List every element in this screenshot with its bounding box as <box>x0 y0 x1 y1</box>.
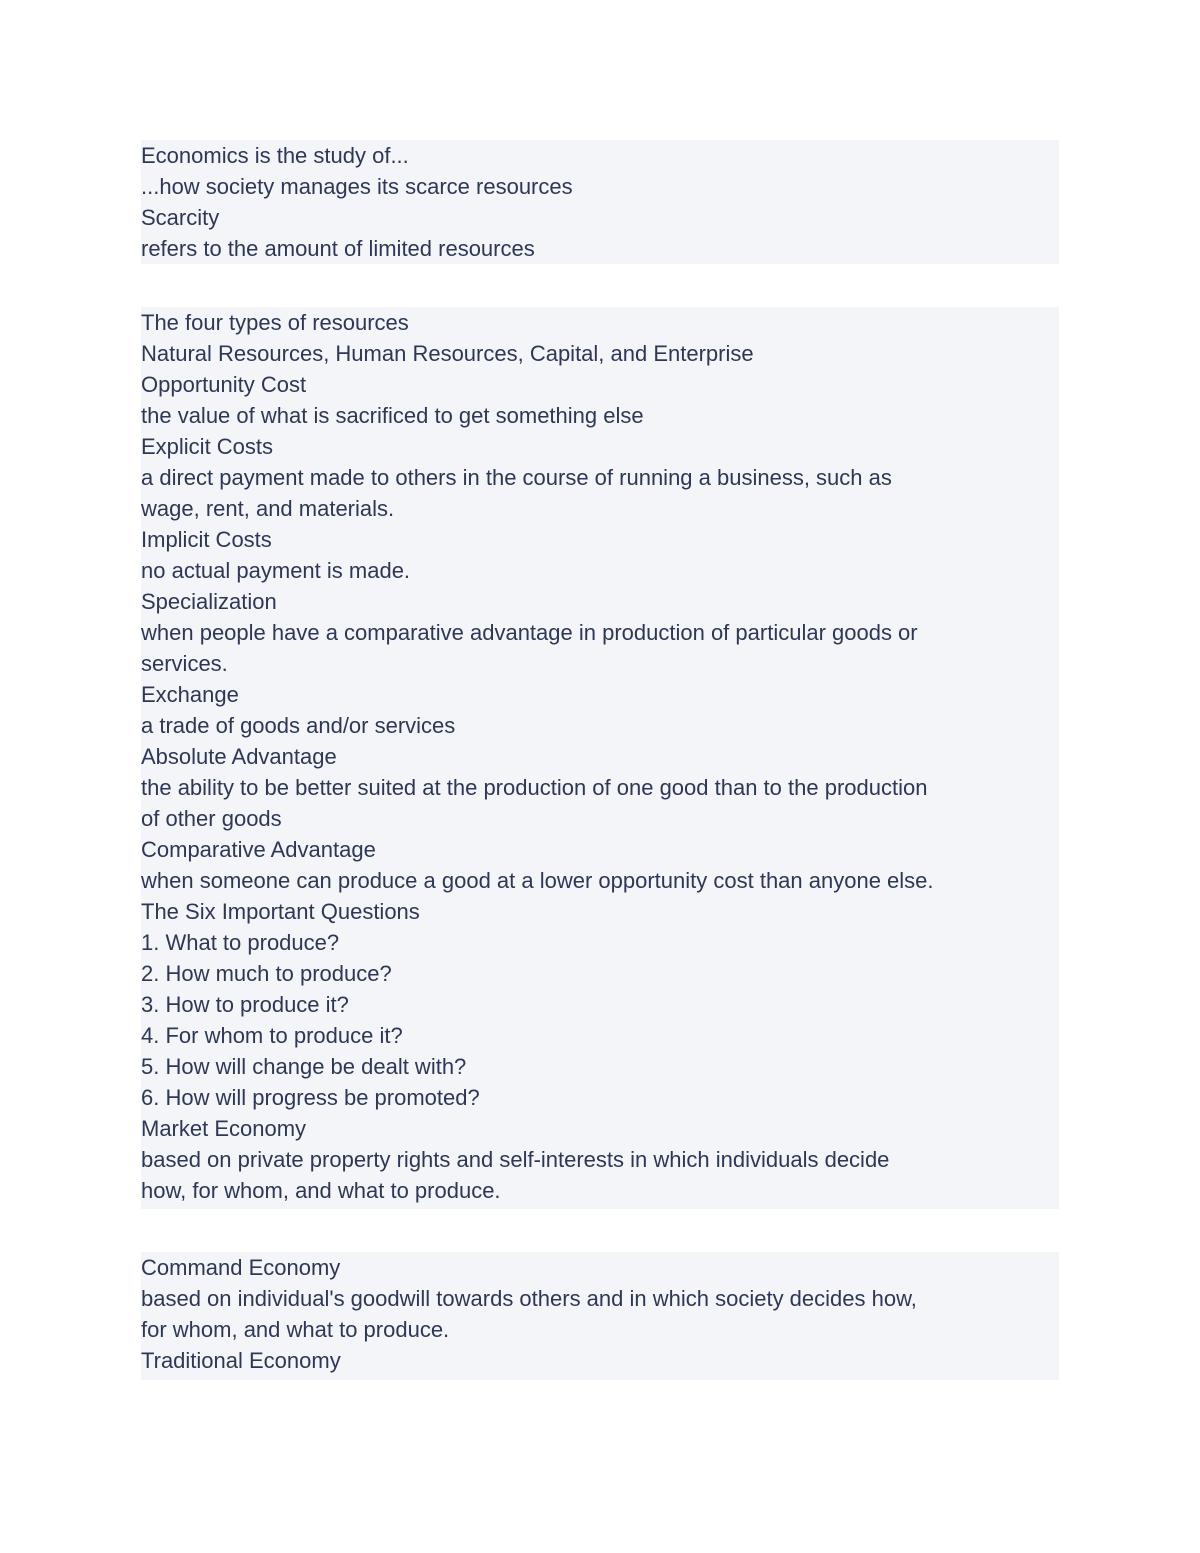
definition-line: wage, rent, and materials. <box>141 496 395 521</box>
question-line: 1. What to produce? <box>141 930 340 955</box>
question-line: 5. How will change be dealt with? <box>141 1054 467 1079</box>
term-line: Comparative Advantage <box>141 837 376 862</box>
term-line: Specialization <box>141 589 277 614</box>
definition-line: ...how society manages its scarce resources <box>141 174 573 199</box>
term-line: Command Economy <box>141 1255 341 1280</box>
term-line: Implicit Costs <box>141 527 272 552</box>
definition-line: how, for whom, and what to produce. <box>141 1178 501 1203</box>
term-line: The Six Important Questions <box>141 899 420 924</box>
term-line: Explicit Costs <box>141 434 274 459</box>
definition-line: of other goods <box>141 806 282 831</box>
term-line: Economics is the study of... <box>141 143 409 168</box>
definition-line: the value of what is sacrificed to get something else <box>141 403 644 428</box>
term-line: Market Economy <box>141 1116 307 1141</box>
question-line: 6. How will progress be promoted? <box>141 1085 480 1110</box>
definition-line: for whom, and what to produce. <box>141 1317 450 1342</box>
definition-line: no actual payment is made. <box>141 558 411 583</box>
definition-line: when someone can produce a good at a lower opportunity cost than anyone else. <box>141 868 934 893</box>
definition-line: based on private property rights and self-interests in which individuals decide <box>141 1147 890 1172</box>
term-line: Traditional Economy <box>141 1348 341 1373</box>
definition-line: a direct payment made to others in the course of running a business, such as <box>141 465 892 490</box>
definition-line: services. <box>141 651 228 676</box>
definition-line: when people have a comparative advantage in production of particular goods or <box>141 620 918 645</box>
definition-line: Natural Resources, Human Resources, Capital, and Enterprise <box>141 341 754 366</box>
flashcard-block-1 <box>141 140 1059 264</box>
definition-line: the ability to be better suited at the production of one good than to the production <box>141 775 928 800</box>
question-line: 3. How to produce it? <box>141 992 349 1017</box>
term-line: Exchange <box>141 682 239 707</box>
definition-line: based on individual's goodwill towards others and in which society decides how, <box>141 1286 917 1311</box>
question-line: 4. For whom to produce it? <box>141 1023 403 1048</box>
term-line: Opportunity Cost <box>141 372 307 397</box>
definition-line: refers to the amount of limited resources <box>141 236 535 261</box>
flashcard-block-3 <box>141 1252 1059 1380</box>
term-line: The four types of resources <box>141 310 409 335</box>
question-line: 2. How much to produce? <box>141 961 392 986</box>
flashcard-block-2 <box>141 307 1059 1209</box>
term-line: Scarcity <box>141 205 220 230</box>
term-line: Absolute Advantage <box>141 744 337 769</box>
definition-line: a trade of goods and/or services <box>141 713 456 738</box>
